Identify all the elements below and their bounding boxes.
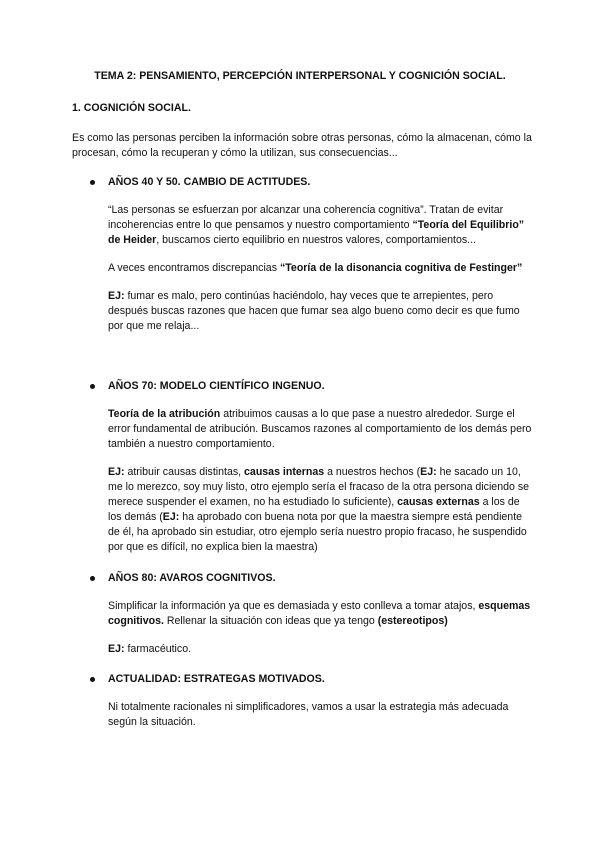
text-span: a nuestros hechos ( xyxy=(324,466,421,479)
bold-span: EJ: xyxy=(108,290,125,303)
section-3-paragraph-2 xyxy=(108,642,532,657)
text-span: “Las personas se esfuerzan por alcanzar una coherencia cognitiva”. Tratan de evitar incoherencias entre lo que pensamos y nuestro comportamiento xyxy=(108,204,504,232)
bold-span: EJ: xyxy=(162,511,180,524)
section-1-paragraph-1 xyxy=(108,203,532,248)
section-4-paragraph-1: Ni totalmente racionales ni simplificadores, vamos a usar la estrategia más adecuada según la situación. xyxy=(108,701,509,729)
bold-span: causas externas xyxy=(397,496,480,509)
section-2-paragraph-1 xyxy=(108,407,532,452)
section-4-heading xyxy=(72,672,532,687)
text-span: a los de los demás ( xyxy=(108,496,520,524)
section-3-heading xyxy=(72,571,532,586)
text-span: Simplificar la información ya que es demasiada y esto conlleva a tomar atajos, xyxy=(108,600,479,613)
section-2-paragraph-2 xyxy=(108,465,532,555)
bullet-icon xyxy=(90,384,95,389)
section-2-heading-text: AÑOS 70: MODELO CIENTÍFICO INGENUO. xyxy=(108,380,325,392)
section-4 xyxy=(72,672,532,730)
section-3-paragraph-1 xyxy=(108,599,532,629)
bold-span: “Teoría del Equilibrio” de Heider xyxy=(108,219,525,247)
section-3-heading-text: AÑOS 80: AVAROS COGNITIVOS. xyxy=(108,572,276,584)
bullet-icon xyxy=(90,180,95,185)
text-span: farmacéutico. xyxy=(124,643,192,656)
bold-span: causas internas xyxy=(244,466,325,479)
section-2 xyxy=(72,379,532,555)
section-2-heading xyxy=(72,379,532,394)
text-span: atribuir causas distintas, xyxy=(124,466,245,479)
document-title: TEMA 2: PENSAMIENTO, PERCEPCIÓN INTERPERSONAL Y COGNICIÓN SOCIAL. xyxy=(94,70,506,82)
text-span: ha aprobado con buena nota por que la maestra siempre está pendiente de él, ha aprobado sin estudiar, otro ejemplo sería nuestro propio fracaso, he suspendido por que es difícil, no explica bien la maestra) xyxy=(108,511,527,554)
text-span: atribuimos causas a lo que pase a nuestro alrededor. Surge el error fundamental de atribución. Buscamos razones al comportamiento de los demás pero también a nuestro comportamiento. xyxy=(108,408,532,451)
bullet-icon xyxy=(90,576,95,581)
text-span: fumar es malo, pero continúas haciéndolo, hay veces que te arrepientes, pero después buscas razones que hacen que fumar sea algo bueno como decir es que fumo por que me relaja... xyxy=(108,290,520,333)
section-1-heading-text: AÑOS 40 Y 50. CAMBIO DE ACTITUDES. xyxy=(108,176,311,188)
text-span: Rellenar la situación con ideas que ya tengo xyxy=(163,615,378,628)
section-1 xyxy=(72,175,532,334)
section-3 xyxy=(72,571,532,657)
bullet-icon xyxy=(90,677,95,682)
section-1-heading xyxy=(72,175,532,190)
bold-span: (estereotipos) xyxy=(377,615,448,628)
bold-span: EJ: xyxy=(108,643,125,656)
bold-span: esquemas cognitivos. xyxy=(108,600,531,628)
bold-span: EJ: xyxy=(420,466,437,479)
text-span: he sacado un 10, me lo merezco, soy muy listo, otro ejemplo sería el fracaso de la otra persona diciendo se merece suspender el examen, no ha estudiado lo suficiente), xyxy=(108,466,530,509)
text-span: A veces encontramos discrepancias xyxy=(108,262,280,275)
section-1-paragraph-2 xyxy=(108,261,532,276)
bold-span: EJ: xyxy=(108,466,125,479)
section-heading: 1. COGNICIÓN SOCIAL. xyxy=(72,102,191,114)
intro-paragraph: Es como las personas perciben la información sobre otras personas, cómo la almacenan, cómo la procesan, cómo la recuperan y cómo la utilizan, sus consecuencias... xyxy=(72,132,532,160)
text-span: , buscamos cierto equilibrio en nuestros valores, comportamientos... xyxy=(156,234,477,247)
section-4-heading-text: ACTUALIDAD: ESTRATEGAS MOTIVADOS. xyxy=(108,673,325,685)
bold-span: “Teoría de la disonancia cognitiva de Festinger” xyxy=(279,262,523,275)
section-1-paragraph-3 xyxy=(108,289,532,334)
bold-span: Teoría de la atribución xyxy=(108,408,221,421)
